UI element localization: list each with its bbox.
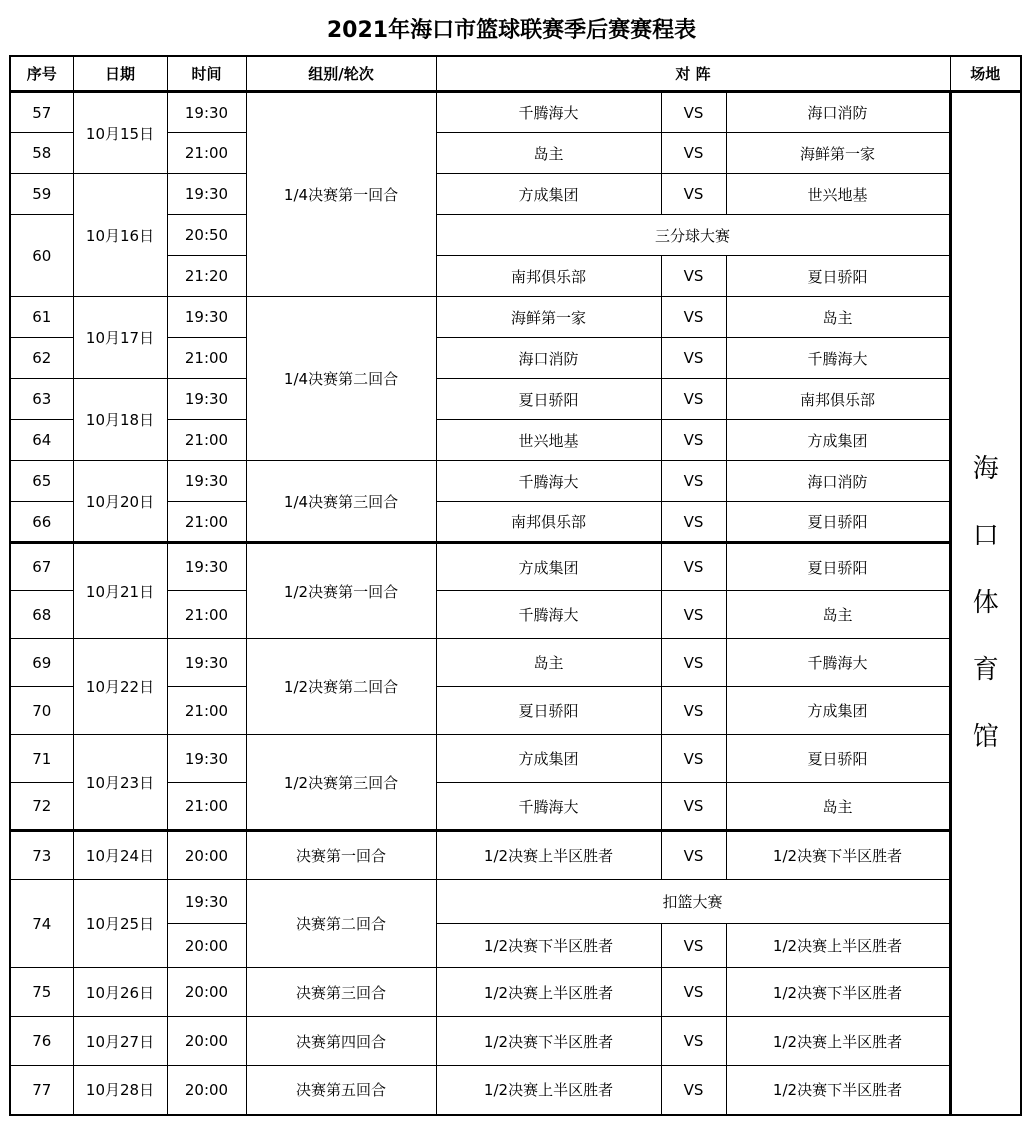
header-time: 时间 [167,56,246,92]
time-cell: 19:30 [167,543,246,591]
date-cell: 10月27日 [73,1017,167,1066]
vs-label: VS [661,687,726,735]
time-cell: 21:00 [167,783,246,831]
venue-char: 海 [972,453,999,484]
round-cell: 1/2决赛第三回合 [246,735,436,831]
time-cell: 21:00 [167,687,246,735]
seq-cell: 60 [10,215,73,297]
vs-label: VS [661,256,726,297]
home-team: 千腾海大 [436,92,661,133]
time-cell: 21:00 [167,420,246,461]
table-row [10,543,1021,591]
table-row [10,174,1021,215]
venue-char: 口 [972,520,999,551]
away-team: 1/2决赛上半区胜者 [726,1017,950,1066]
round-cell: 决赛第四回合 [246,1017,436,1066]
home-team: 1/2决赛上半区胜者 [436,831,661,880]
away-team: 1/2决赛上半区胜者 [726,924,950,968]
date-cell: 10月25日 [73,880,167,968]
vs-label: VS [661,502,726,543]
table-row [10,880,1021,924]
home-team: 夏日骄阳 [436,687,661,735]
table-row [10,639,1021,687]
venue-cell [950,92,1021,1115]
seq-cell: 73 [10,831,73,880]
vs-label: VS [661,968,726,1017]
vs-label: VS [661,461,726,502]
header-date: 日期 [73,56,167,92]
seq-cell: 77 [10,1066,73,1115]
vs-label: VS [661,924,726,968]
date-cell: 10月22日 [73,639,167,735]
vs-label: VS [661,783,726,831]
away-team: 千腾海大 [726,338,950,379]
home-team: 方成集团 [436,735,661,783]
round-cell: 决赛第二回合 [246,880,436,968]
vs-label: VS [661,831,726,880]
round-cell: 1/4决赛第三回合 [246,461,436,543]
time-cell: 19:30 [167,297,246,338]
home-team: 千腾海大 [436,591,661,639]
seq-cell: 72 [10,783,73,831]
home-team: 世兴地基 [436,420,661,461]
venue-char: 体 [972,587,999,618]
away-team: 海鲜第一家 [726,133,950,174]
seq-cell: 58 [10,133,73,174]
home-team: 岛主 [436,639,661,687]
date-cell: 10月17日 [73,297,167,379]
table-row [10,379,1021,420]
time-cell: 19:30 [167,880,246,924]
schedule-table [9,55,1022,1116]
vs-label: VS [661,92,726,133]
date-cell: 10月21日 [73,543,167,639]
table-row [10,735,1021,783]
round-cell: 决赛第三回合 [246,968,436,1017]
away-team: 南邦俱乐部 [726,379,950,420]
time-cell: 19:30 [167,461,246,502]
date-cell: 10月26日 [73,968,167,1017]
home-team: 1/2决赛下半区胜者 [436,924,661,968]
home-team: 千腾海大 [436,783,661,831]
header-round: 组别/轮次 [246,56,436,92]
seq-cell: 62 [10,338,73,379]
time-cell: 19:30 [167,92,246,133]
vs-label: VS [661,420,726,461]
time-cell: 21:00 [167,591,246,639]
away-team: 夏日骄阳 [726,256,950,297]
date-cell: 10月20日 [73,461,167,543]
date-cell: 10月18日 [73,379,167,461]
schedule-body [10,92,1021,1115]
away-team: 世兴地基 [726,174,950,215]
vs-label: VS [661,591,726,639]
round-cell: 1/2决赛第二回合 [246,639,436,735]
round-cell: 1/2决赛第一回合 [246,543,436,639]
home-team: 海鲜第一家 [436,297,661,338]
home-team: 1/2决赛上半区胜者 [436,1066,661,1115]
time-cell: 20:00 [167,924,246,968]
header-match: 对 阵 [436,56,950,92]
event-cell: 三分球大赛 [436,215,950,256]
seq-cell: 69 [10,639,73,687]
seq-cell: 76 [10,1017,73,1066]
time-cell: 21:00 [167,338,246,379]
home-team: 南邦俱乐部 [436,502,661,543]
date-cell: 10月16日 [73,174,167,297]
away-team: 岛主 [726,297,950,338]
home-team: 海口消防 [436,338,661,379]
away-team: 岛主 [726,783,950,831]
seq-cell: 57 [10,92,73,133]
home-team: 1/2决赛上半区胜者 [436,968,661,1017]
home-team: 1/2决赛下半区胜者 [436,1017,661,1066]
header-row [10,56,1021,92]
away-team: 千腾海大 [726,639,950,687]
seq-cell: 61 [10,297,73,338]
table-row [10,1066,1021,1115]
home-team: 岛主 [436,133,661,174]
home-team: 方成集团 [436,543,661,591]
vs-label: VS [661,543,726,591]
seq-cell: 70 [10,687,73,735]
away-team: 海口消防 [726,461,950,502]
date-cell: 10月23日 [73,735,167,831]
time-cell: 19:30 [167,379,246,420]
event-cell: 扣篮大赛 [436,880,950,924]
away-team: 夏日骄阳 [726,502,950,543]
date-cell: 10月24日 [73,831,167,880]
home-team: 夏日骄阳 [436,379,661,420]
seq-cell: 71 [10,735,73,783]
header-venue: 场地 [950,56,1021,92]
vs-label: VS [661,639,726,687]
vs-label: VS [661,735,726,783]
round-cell: 1/4决赛第一回合 [246,92,436,297]
away-team: 1/2决赛下半区胜者 [726,968,950,1017]
table-row [10,1017,1021,1066]
home-team: 南邦俱乐部 [436,256,661,297]
seq-cell: 59 [10,174,73,215]
time-cell: 21:00 [167,502,246,543]
seq-cell: 65 [10,461,73,502]
vs-label: VS [661,1066,726,1115]
away-team: 1/2决赛下半区胜者 [726,1066,950,1115]
home-team: 千腾海大 [436,461,661,502]
away-team: 夏日骄阳 [726,735,950,783]
time-cell: 20:00 [167,968,246,1017]
vs-label: VS [661,338,726,379]
home-team: 方成集团 [436,174,661,215]
time-cell: 20:00 [167,1017,246,1066]
away-team: 夏日骄阳 [726,543,950,591]
table-row [10,461,1021,502]
vs-label: VS [661,1017,726,1066]
time-cell: 21:00 [167,133,246,174]
seq-cell: 66 [10,502,73,543]
venue-char: 育 [972,654,999,685]
seq-cell: 63 [10,379,73,420]
time-cell: 20:00 [167,1066,246,1115]
date-cell: 10月15日 [73,92,167,174]
time-cell: 19:30 [167,639,246,687]
table-row [10,297,1021,338]
vs-label: VS [661,174,726,215]
header-seq: 序号 [10,56,73,92]
date-cell: 10月28日 [73,1066,167,1115]
table-row [10,968,1021,1017]
time-cell: 19:30 [167,174,246,215]
seq-cell: 67 [10,543,73,591]
seq-cell: 75 [10,968,73,1017]
away-team: 1/2决赛下半区胜者 [726,831,950,880]
seq-cell: 64 [10,420,73,461]
vs-label: VS [661,379,726,420]
round-cell: 决赛第一回合 [246,831,436,880]
away-team: 方成集团 [726,687,950,735]
time-cell: 20:00 [167,831,246,880]
round-cell: 决赛第五回合 [246,1066,436,1115]
away-team: 岛主 [726,591,950,639]
seq-cell: 68 [10,591,73,639]
table-row [10,92,1021,133]
page-title: 2021年海口市篮球联赛季后赛赛程表 [326,18,697,43]
round-cell: 1/4决赛第二回合 [246,297,436,461]
time-cell: 21:20 [167,256,246,297]
table-row [10,831,1021,880]
away-team: 方成集团 [726,420,950,461]
time-cell: 20:50 [167,215,246,256]
vs-label: VS [661,297,726,338]
vs-label: VS [661,133,726,174]
seq-cell: 74 [10,880,73,968]
time-cell: 19:30 [167,735,246,783]
venue-char: 馆 [972,721,999,752]
away-team: 海口消防 [726,92,950,133]
